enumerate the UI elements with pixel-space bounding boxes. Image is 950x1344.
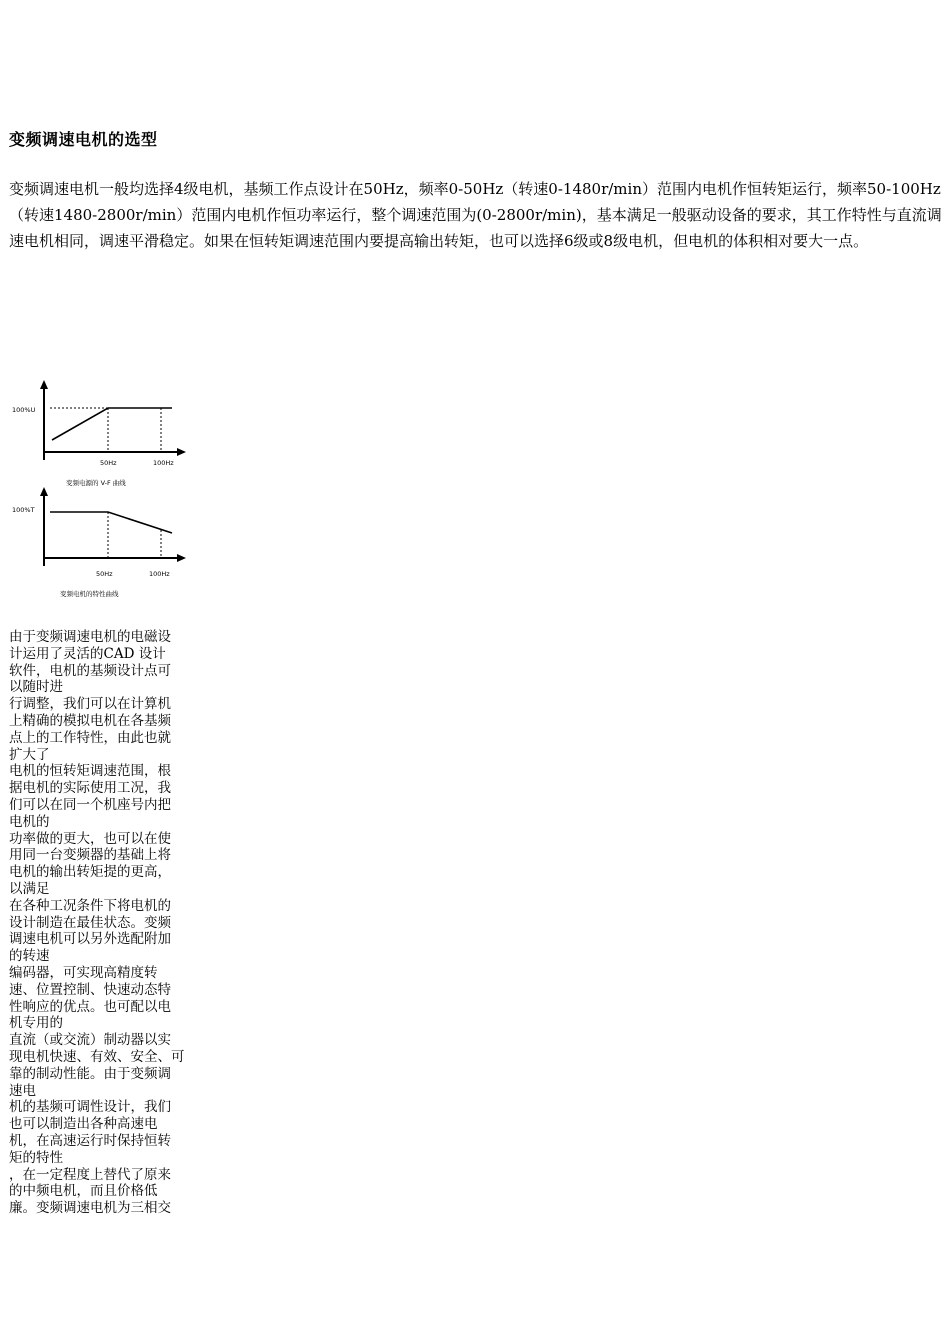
intro-paragraph: 变频调速电机一般均选择4级电机，基频工作点设计在50Hz，频率0-50Hz（转速0-1480r/min）范围内电机作恒转矩运行，频率50-100Hz（转速1480-2800r/min）范围内电机作恒功率运行，整个调速范围为(0-2800r/min)，基本满足一般驱动设备的要求，其工作特性与直流调速电机相同，调速平滑稳定。如果在恒转矩调速范围内要提高输出转矩，也可以选择6级或8级电机，但电机的体积相对要大一点。 (9, 180, 942, 250)
body-text-line: 电机的恒转矩调速范围，根 (9, 763, 171, 780)
body-text-line: 据电机的实际使用工况，我 (9, 780, 171, 797)
body-text-line: 性响应的优点。也可配以电 (9, 998, 171, 1015)
body-text-line: 也可以制造出各种高速电 (9, 1116, 158, 1133)
vf-ylabel: 100%U (12, 406, 36, 414)
motor-caption: 变频电机的特性曲线 (60, 590, 119, 598)
vf-caption: 变频电源的 V-F 曲线 (66, 479, 126, 487)
body-text-line: 矩的特性 (9, 1149, 63, 1166)
body-text-line: 以随时进 (9, 679, 63, 696)
motor-y-arrow (40, 487, 48, 496)
body-text-column (9, 629, 214, 1217)
vf-tick-100hz: 100Hz (153, 459, 174, 467)
body-text-line: 机专用的 (9, 1015, 63, 1032)
body-text-line: 机的基频可调性设计，我们 (9, 1099, 171, 1116)
body-text-line: 由于变频调速电机的电磁设 (9, 629, 171, 645)
body-text-line: 调速电机可以另外选配附加 (9, 931, 171, 948)
body-text-line: 电机的输出转矩提的更高， (9, 864, 171, 881)
body-text-line: 计运用了灵活的CAD 设计 (9, 645, 166, 662)
body-text-line: 速、位置控制、快速动态特 (9, 981, 171, 998)
vf-y-arrow (40, 380, 48, 389)
vf-tick-50hz: 50Hz (100, 459, 117, 467)
motor-ylabel: 100%T (12, 506, 35, 514)
body-text-line: 软件，电机的基频设计点可 (9, 662, 171, 679)
motor-characteristic-chart (12, 487, 186, 598)
vf-curve-chart (12, 380, 186, 487)
page-title: 变频调速电机的选型 (9, 130, 158, 149)
body-text-line: 的中频电机，而且价格低 (9, 1183, 158, 1200)
body-text-line: 上精确的模拟电机在各基频 (9, 712, 171, 729)
vf-x-arrow (177, 448, 186, 456)
characteristic-curves-figure (8, 378, 188, 604)
curves-image (8, 378, 188, 600)
body-text-line: 以满足 (9, 880, 50, 897)
motor-tick-100hz: 100Hz (149, 570, 170, 578)
body-text-line: 现电机快速、有效、安全、可 (9, 1048, 185, 1065)
motor-tick-50hz: 50Hz (96, 570, 113, 578)
body-text-line: 点上的工作特性，由此也就 (9, 729, 171, 746)
motor-curve-line (50, 512, 172, 533)
body-text-line: 设计制造在最佳状态。变频 (9, 914, 171, 931)
body-text-line: 电机的 (9, 813, 50, 830)
body-text-line: 功率做的更大，也可以在使 (9, 830, 171, 847)
body-text-line: 直流（或交流）制动器以实 (9, 1032, 171, 1049)
body-text-line: 机，在高速运行时保持恒转 (9, 1132, 171, 1149)
body-text-line: 行调整，我们可以在计算机 (9, 696, 171, 713)
body-text-line: 的转速 (9, 948, 50, 965)
body-text-line: 在各种工况条件下将电机的 (9, 897, 171, 914)
body-text-line: 靠的制动性能。由于变频调 (9, 1065, 171, 1082)
body-text-line: 用同一台变频器的基础上将 (9, 847, 171, 864)
body-text-line: 们可以在同一个机座号内把 (9, 796, 171, 813)
body-text-line: 廉。变频调速电机为三相交 (9, 1200, 171, 1217)
motor-x-arrow (177, 554, 186, 562)
body-text-line: 速电 (9, 1082, 36, 1099)
body-text-line: 编码器，可实现高精度转 (9, 964, 158, 981)
vf-curve-line (52, 408, 172, 440)
body-text-line: ，在一定程度上替代了原来 (9, 1166, 171, 1183)
body-text-line: 扩大了 (9, 746, 50, 763)
